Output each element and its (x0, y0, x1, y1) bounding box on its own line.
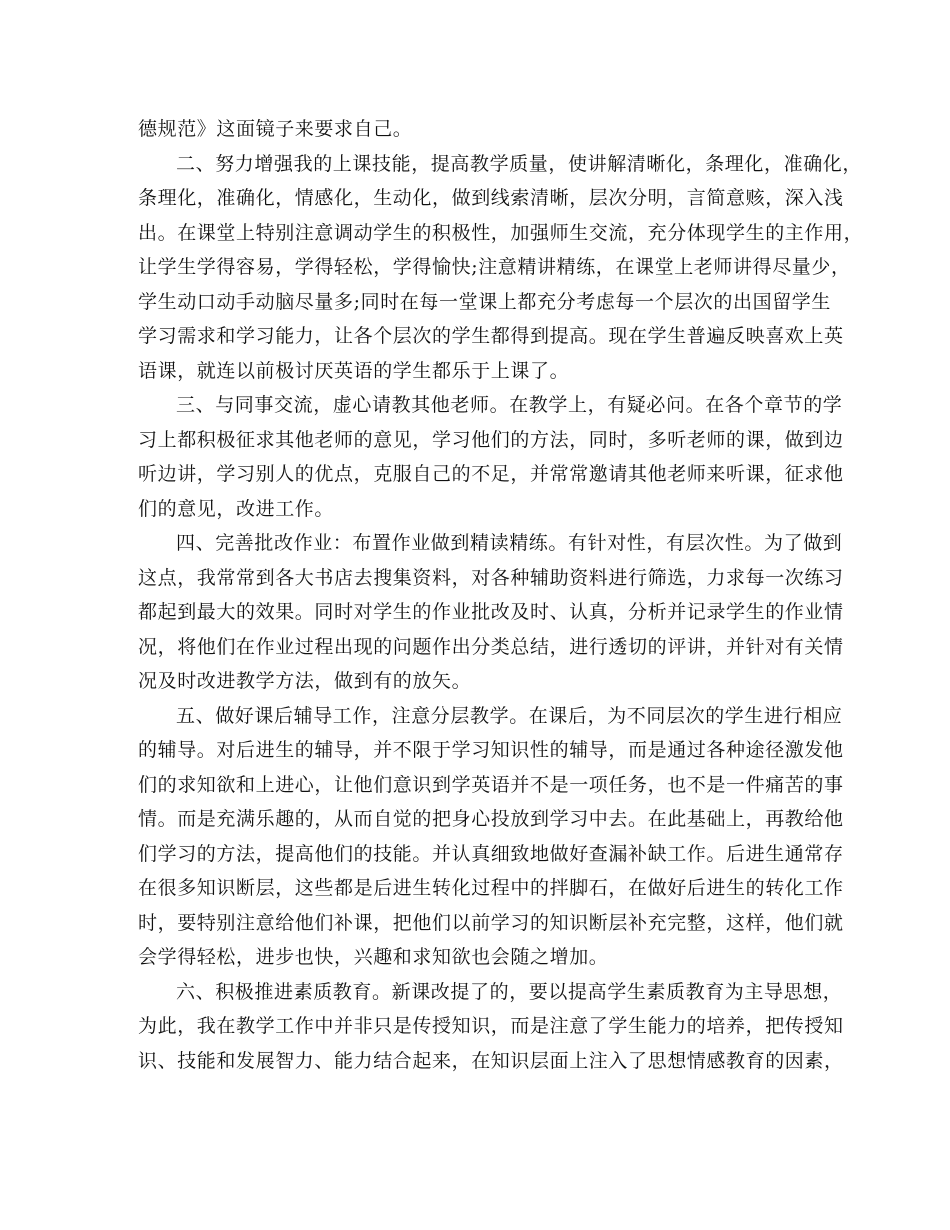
text-line: 况及时改进教学方法，做到有的放矢。 (138, 670, 472, 692)
paragraph-first-line: 五、做好课后辅导工作，注意分层教学。在课后，为不同层次的学生进行相应 (176, 704, 843, 727)
text-line: 让学生学得容易，学得轻松，学得愉快;注意精讲精练，在课堂上老师讲得尽量少， (138, 256, 851, 278)
text-line: 时，要特别注意给他们补课，把他们以前学习的知识断层补充完整，这样，他们就 (138, 911, 844, 934)
text-line: 们的意见，改进工作。 (138, 497, 335, 520)
text-line: 听边讲，学习别人的优点，克服自己的不足，并常常邀请其他老师来听课，征求他 (138, 463, 844, 485)
text-line: 会学得轻松，进步也快，兴趣和求知欲也会随之增加。 (138, 946, 609, 968)
paragraph-first-line: 四、完善批改作业：布置作业做到精读精练。有针对性，有层次性。为了做到 (176, 532, 843, 554)
text-line: 况，将他们在作业过程出现的问题作出分类总结，进行透切的评讲，并针对有关情 (138, 635, 844, 658)
text-line: 德规范》这面镜子来要求自己。 (138, 118, 413, 140)
text-line: 在很多知识断层，这些都是后进生转化过程中的拌脚石，在做好后进生的转化工作 (138, 877, 844, 899)
text-line: 学生动口动手动脑尽量多;同时在每一堂课上都充分考虑每一个层次的出国留学生 (138, 290, 832, 313)
text-line: 们的求知欲和上进心，让他们意识到学英语并不是一项任务，也不是一件痛苦的事 (138, 773, 844, 796)
text-line: 出。在课堂上特别注意调动学生的积极性，加强师生交流，充分体现学生的主作用， (138, 221, 864, 244)
paragraph-first-line: 三、与同事交流，虚心请教其他老师。在教学上，有疑必问。在各个章节的学 (176, 394, 843, 416)
text-line: 的辅导。对后进生的辅导，并不限于学习知识性的辅导，而是通过各种途径激发他 (138, 739, 844, 761)
paragraph-first-line: 六、积极推进素质教育。新课改提了的，要以提高学生素质教育为主导思想， (176, 980, 843, 1003)
text-line: 识、技能和发展智力、能力结合起来，在知识层面上注入了思想情感教育的因素， (138, 1049, 844, 1072)
document-body (138, 112, 864, 1078)
text-line: 都起到最大的效果。同时对学生的作业批改及时、认真，分析并记录学生的作业情 (138, 601, 844, 623)
text-line: 为此，我在教学工作中并非只是传授知识，而是注意了学生能力的培养，把传授知 (138, 1015, 844, 1037)
text-line: 习上都积极征求其他老师的意见，学习他们的方法，同时，多听老师的课，做到边 (138, 428, 844, 451)
text-line: 学习需求和学习能力，让各个层次的学生都得到提高。现在学生普遍反映喜欢上英 (138, 325, 844, 347)
text-line: 这点，我常常到各大书店去搜集资料，对各种辅助资料进行筛选，力求每一次练习 (138, 566, 844, 589)
paragraph-first-line: 二、努力增强我的上课技能，提高教学质量，使讲解清晰化，条理化，准确化， (176, 152, 863, 175)
text-line: 们学习的方法，提高他们的技能。并认真细致地做好查漏补缺工作。后进生通常存 (138, 842, 844, 865)
text-line: 语课，就连以前极讨厌英语的学生都乐于上课了。 (138, 359, 570, 382)
text-line: 情。而是充满乐趣的，从而自觉的把身心投放到学习中去。在此基础上，再教给他 (138, 808, 844, 830)
text-line: 条理化，准确化，情感化，生动化，做到线索清晰，层次分明，言简意赅，深入浅 (138, 187, 844, 209)
